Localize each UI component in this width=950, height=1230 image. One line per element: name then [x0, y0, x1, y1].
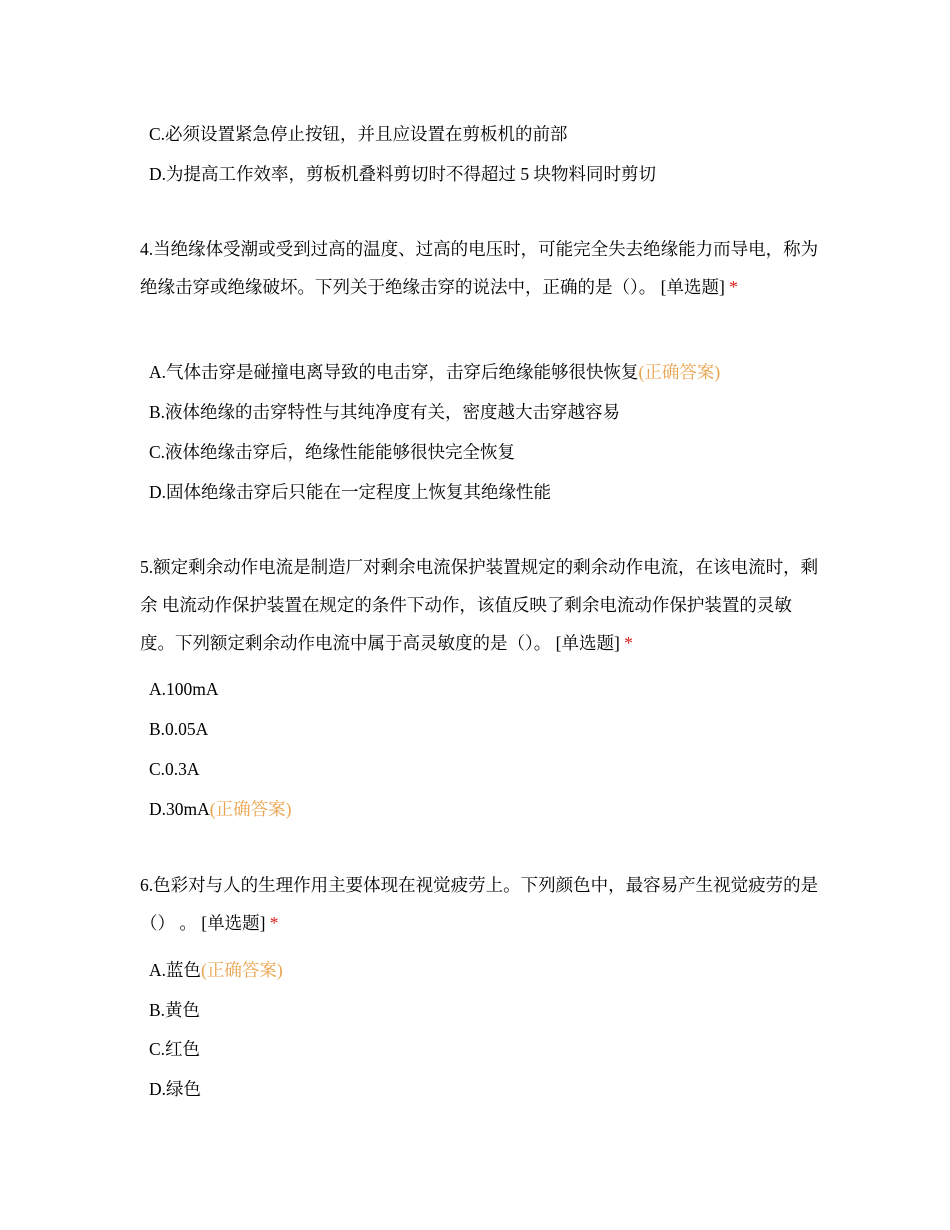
- question-6-option-b: [149, 999, 200, 1021]
- question-5-option-b: [149, 718, 208, 740]
- option-d-prev: [149, 163, 656, 185]
- question-4-option-d: [149, 481, 551, 503]
- option-label: A.蓝色: [149, 960, 202, 980]
- option-label: D.30mA: [149, 799, 210, 819]
- required-mark: *: [729, 277, 738, 297]
- option-label: C.0.3A: [149, 759, 200, 779]
- option-label: C.必须设置紧急停止按钮，并且应设置在剪板机的前部: [149, 124, 568, 144]
- option-label: B.黄色: [149, 1000, 201, 1020]
- option-label: D.绿色: [149, 1079, 202, 1099]
- question-5-text: [140, 548, 820, 662]
- correct-answer-tag: (正确答案): [209, 799, 292, 819]
- option-label: A.100mA: [149, 679, 219, 699]
- question-6-option-c: [149, 1038, 200, 1060]
- option-label: A.气体击穿是碰撞电离导致的电击穿，击穿后绝缘能够很快恢复: [149, 362, 639, 382]
- option-label: C.液体绝缘击穿后，绝缘性能能够很快完全恢复: [149, 442, 516, 462]
- question-text: 4.当绝缘体受潮或受到过高的温度、过高的电压时，可能完全失去绝缘能力而导电，称为绝缘击穿或绝缘破坏。下列关于绝缘击穿的说法中，正确的是（）。 [单选题]: [140, 239, 819, 297]
- required-mark: *: [269, 913, 279, 933]
- option-label: B.液体绝缘的击穿特性与其纯净度有关，密度越大击穿越容易: [149, 402, 621, 422]
- option-label: B.0.05A: [149, 719, 209, 739]
- question-text: 5.额定剩余动作电流是制造厂对剩余电流保护装置规定的剩余动作电流，在该电流时，剩余 电流动作保护装置在规定的条件下动作，该值反映了剩余电流动作保护装置的灵敏度。下列额定剩余动作电流中属于高灵敏度的是（）。 [单选题]: [140, 557, 819, 653]
- option-label: D.为提高工作效率，剪板机叠料剪切时不得超过 5 块物料同时剪切: [149, 164, 657, 184]
- question-6-option-a: [149, 959, 283, 981]
- question-4-option-c: [149, 441, 515, 463]
- question-6-option-d: [149, 1078, 201, 1100]
- option-c-prev: [149, 123, 568, 145]
- question-4-text: [140, 230, 820, 306]
- option-label: D.固体绝缘击穿后只能在一定程度上恢复其绝缘性能: [149, 482, 552, 502]
- question-4-option-a: [149, 361, 720, 383]
- question-text: 6.色彩对与人的生理作用主要体现在视觉疲劳上。下列颜色中，最容易产生视觉疲劳的是（） 。 [单选题]: [140, 875, 819, 933]
- question-5-option-a: [149, 678, 219, 700]
- option-label: C.红色: [149, 1039, 201, 1059]
- correct-answer-tag: (正确答案): [638, 362, 721, 382]
- question-4-option-b: [149, 401, 620, 423]
- required-mark: *: [624, 633, 633, 653]
- question-6-text: [140, 866, 820, 942]
- question-5-option-d: [149, 798, 291, 820]
- correct-answer-tag: (正确答案): [201, 960, 283, 980]
- question-5-option-c: [149, 758, 200, 780]
